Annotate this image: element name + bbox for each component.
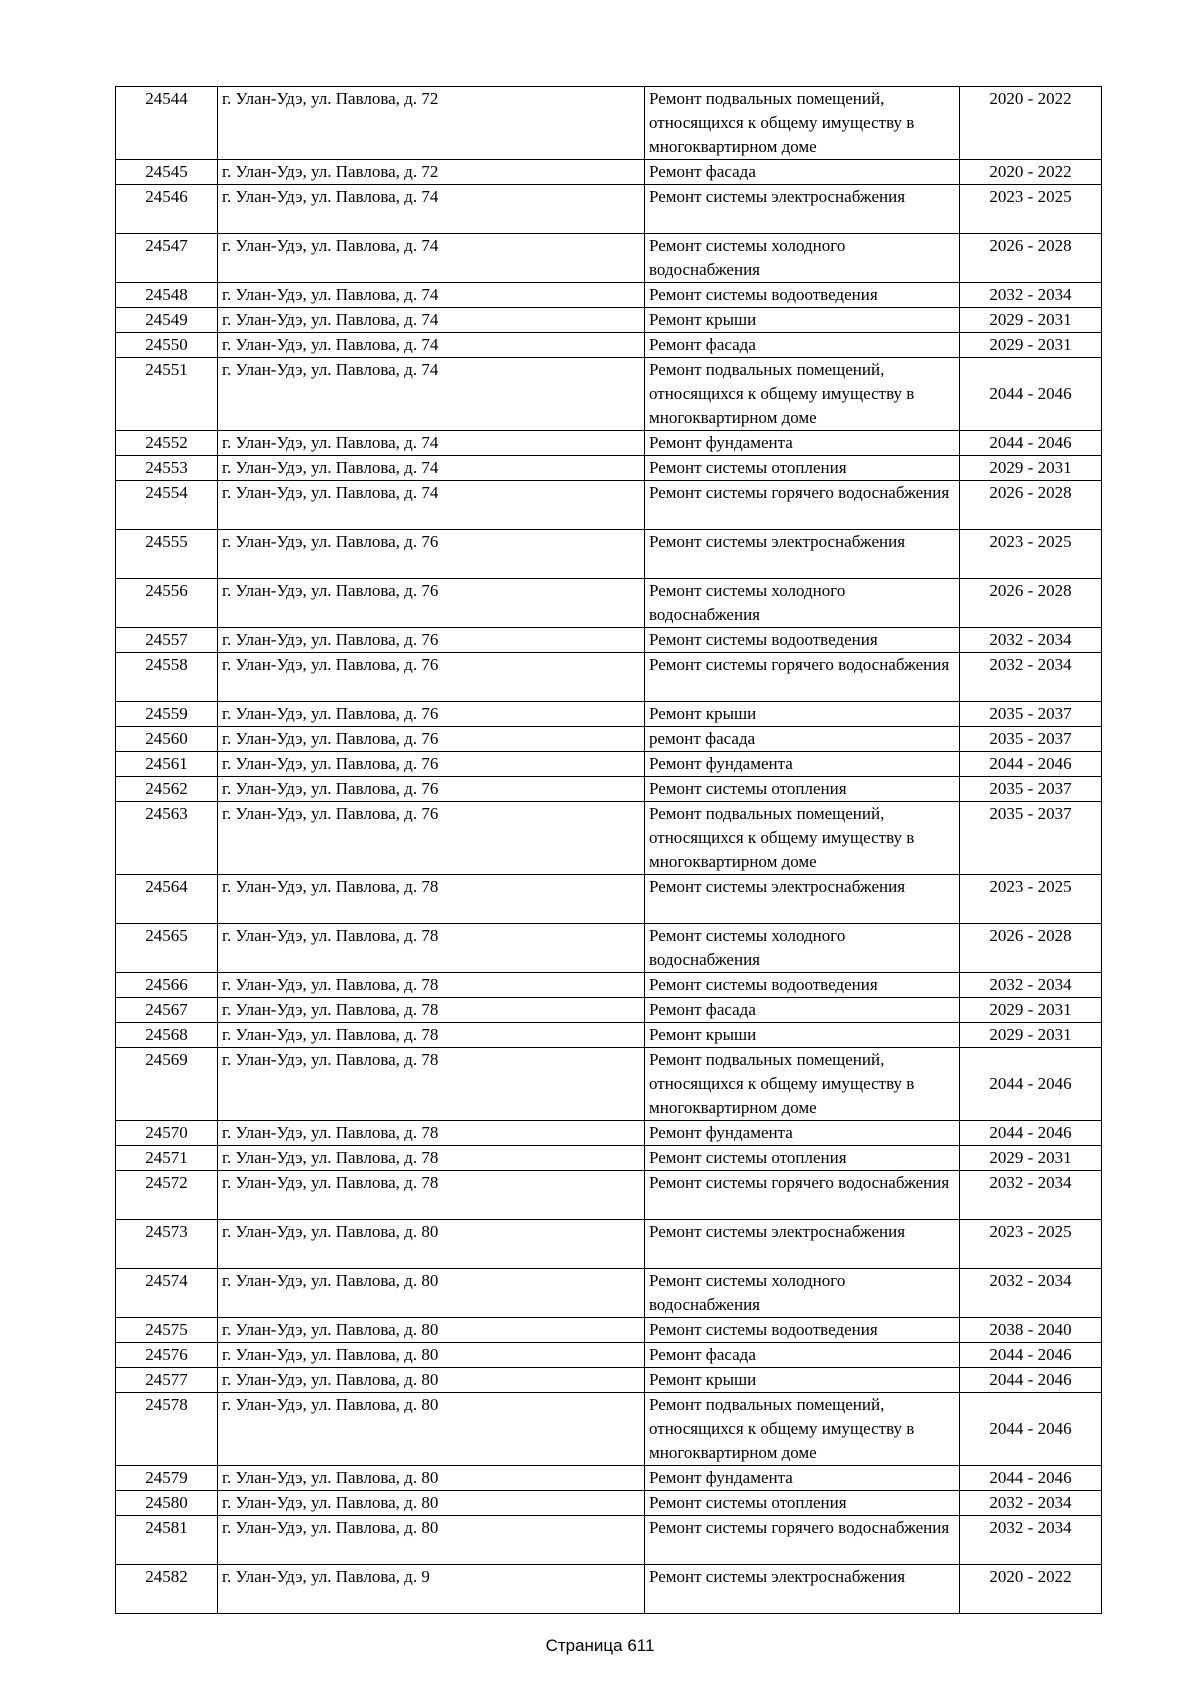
period-cell: 2032 - 2034 — [960, 283, 1102, 308]
address-cell: г. Улан-Удэ, ул. Павлова, д. 74 — [218, 456, 645, 481]
object-id-cell: 24569 — [116, 1048, 218, 1121]
period-cell: 2020 - 2022 — [960, 87, 1102, 160]
work-type-cell: Ремонт подвальных помещений, относящихся к общему имуществу в многоквартирном доме — [645, 802, 960, 875]
object-id-cell: 24553 — [116, 456, 218, 481]
table-row — [116, 973, 1102, 998]
table-row — [116, 628, 1102, 653]
address-cell: г. Улан-Удэ, ул. Павлова, д. 76 — [218, 727, 645, 752]
work-type-cell: Ремонт фундамента — [645, 431, 960, 456]
object-id-cell: 24582 — [116, 1565, 218, 1614]
address-cell: г. Улан-Удэ, ул. Павлова, д. 74 — [218, 358, 645, 431]
period-cell: 2020 - 2022 — [960, 1565, 1102, 1614]
address-cell: г. Улан-Удэ, ул. Павлова, д. 76 — [218, 802, 645, 875]
work-type-cell: Ремонт крыши — [645, 1368, 960, 1393]
object-id-cell: 24557 — [116, 628, 218, 653]
table-row — [116, 1318, 1102, 1343]
work-type-cell: Ремонт системы электроснабжения — [645, 1220, 960, 1269]
object-id-cell: 24580 — [116, 1491, 218, 1516]
object-id-cell: 24577 — [116, 1368, 218, 1393]
address-cell: г. Улан-Удэ, ул. Павлова, д. 78 — [218, 924, 645, 973]
object-id-cell: 24564 — [116, 875, 218, 924]
period-cell: 2029 - 2031 — [960, 1146, 1102, 1171]
table-row — [116, 924, 1102, 973]
object-id-cell: 24546 — [116, 185, 218, 234]
work-type-cell: Ремонт системы холодного водоснабжения — [645, 579, 960, 628]
period-cell: 2032 - 2034 — [960, 973, 1102, 998]
object-id-cell: 24544 — [116, 87, 218, 160]
table-row — [116, 777, 1102, 802]
address-cell: г. Улан-Удэ, ул. Павлова, д. 80 — [218, 1466, 645, 1491]
object-id-cell: 24563 — [116, 802, 218, 875]
work-type-cell: Ремонт фасада — [645, 160, 960, 185]
object-id-cell: 24565 — [116, 924, 218, 973]
work-type-cell: Ремонт системы горячего водоснабжения — [645, 653, 960, 702]
table-row — [116, 160, 1102, 185]
object-id-cell: 24574 — [116, 1269, 218, 1318]
table-row — [116, 185, 1102, 234]
address-cell: г. Улан-Удэ, ул. Павлова, д. 80 — [218, 1393, 645, 1466]
table-row — [116, 431, 1102, 456]
period-cell: 2032 - 2034 — [960, 653, 1102, 702]
table-row — [116, 1565, 1102, 1614]
object-id-cell: 24572 — [116, 1171, 218, 1220]
work-type-cell: Ремонт системы горячего водоснабжения — [645, 481, 960, 530]
table-row — [116, 1393, 1102, 1466]
work-type-cell: Ремонт подвальных помещений, относящихся к общему имуществу в многоквартирном доме — [645, 358, 960, 431]
object-id-cell: 24562 — [116, 777, 218, 802]
object-id-cell: 24570 — [116, 1121, 218, 1146]
table-row — [116, 481, 1102, 530]
work-type-cell: Ремонт системы водоотведения — [645, 973, 960, 998]
address-cell: г. Улан-Удэ, ул. Павлова, д. 76 — [218, 777, 645, 802]
period-cell: 2032 - 2034 — [960, 1491, 1102, 1516]
object-id-cell: 24560 — [116, 727, 218, 752]
address-cell: г. Улан-Удэ, ул. Павлова, д. 72 — [218, 87, 645, 160]
table-row — [116, 1023, 1102, 1048]
table-row — [116, 87, 1102, 160]
address-cell: г. Улан-Удэ, ул. Павлова, д. 76 — [218, 653, 645, 702]
work-type-cell: Ремонт системы отопления — [645, 777, 960, 802]
address-cell: г. Улан-Удэ, ул. Павлова, д. 72 — [218, 160, 645, 185]
period-cell: 2023 - 2025 — [960, 185, 1102, 234]
table-row — [116, 308, 1102, 333]
work-type-cell: Ремонт крыши — [645, 308, 960, 333]
object-id-cell: 24567 — [116, 998, 218, 1023]
work-type-cell: Ремонт системы водоотведения — [645, 1318, 960, 1343]
table-row — [116, 579, 1102, 628]
repair-schedule-table — [115, 86, 1102, 1614]
object-id-cell: 24548 — [116, 283, 218, 308]
object-id-cell: 24556 — [116, 579, 218, 628]
period-cell: 2044 - 2046 — [960, 431, 1102, 456]
table-row — [116, 1048, 1102, 1121]
work-type-cell: Ремонт фундамента — [645, 1121, 960, 1146]
work-type-cell: Ремонт фундамента — [645, 752, 960, 777]
table-row — [116, 1146, 1102, 1171]
period-cell: 2026 - 2028 — [960, 579, 1102, 628]
work-type-cell: Ремонт фасада — [645, 1343, 960, 1368]
object-id-cell: 24561 — [116, 752, 218, 777]
address-cell: г. Улан-Удэ, ул. Павлова, д. 74 — [218, 431, 645, 456]
work-type-cell: Ремонт системы отопления — [645, 456, 960, 481]
address-cell: г. Улан-Удэ, ул. Павлова, д. 80 — [218, 1318, 645, 1343]
object-id-cell: 24578 — [116, 1393, 218, 1466]
object-id-cell: 24550 — [116, 333, 218, 358]
address-cell: г. Улан-Удэ, ул. Павлова, д. 78 — [218, 1023, 645, 1048]
period-cell: 2035 - 2037 — [960, 702, 1102, 727]
table-row — [116, 802, 1102, 875]
work-type-cell: Ремонт подвальных помещений, относящихся к общему имуществу в многоквартирном доме — [645, 1393, 960, 1466]
table-row — [116, 358, 1102, 431]
object-id-cell: 24579 — [116, 1466, 218, 1491]
object-id-cell: 24547 — [116, 234, 218, 283]
work-type-cell: Ремонт системы водоотведения — [645, 628, 960, 653]
work-type-cell: Ремонт системы электроснабжения — [645, 875, 960, 924]
period-cell: 2029 - 2031 — [960, 1023, 1102, 1048]
work-type-cell: ремонт фасада — [645, 727, 960, 752]
work-type-cell: Ремонт фасада — [645, 998, 960, 1023]
address-cell: г. Улан-Удэ, ул. Павлова, д. 76 — [218, 702, 645, 727]
object-id-cell: 24573 — [116, 1220, 218, 1269]
table-row — [116, 998, 1102, 1023]
address-cell: г. Улан-Удэ, ул. Павлова, д. 80 — [218, 1269, 645, 1318]
period-cell: 2032 - 2034 — [960, 1516, 1102, 1565]
work-type-cell: Ремонт системы водоотведения — [645, 283, 960, 308]
address-cell: г. Улан-Удэ, ул. Павлова, д. 80 — [218, 1368, 645, 1393]
work-type-cell: Ремонт системы электроснабжения — [645, 1565, 960, 1614]
period-cell: 2026 - 2028 — [960, 924, 1102, 973]
address-cell: г. Улан-Удэ, ул. Павлова, д. 80 — [218, 1516, 645, 1565]
table-row — [116, 1368, 1102, 1393]
table-row — [116, 1516, 1102, 1565]
period-cell: 2029 - 2031 — [960, 998, 1102, 1023]
work-type-cell: Ремонт фундамента — [645, 1466, 960, 1491]
work-type-cell: Ремонт системы горячего водоснабжения — [645, 1171, 960, 1220]
table-row — [116, 702, 1102, 727]
table-row — [116, 283, 1102, 308]
address-cell: г. Улан-Удэ, ул. Павлова, д. 78 — [218, 1048, 645, 1121]
period-cell: 2044 - 2046 — [960, 1343, 1102, 1368]
object-id-cell: 24559 — [116, 702, 218, 727]
table-row — [116, 1121, 1102, 1146]
address-cell: г. Улан-Удэ, ул. Павлова, д. 76 — [218, 752, 645, 777]
period-cell: 2035 - 2037 — [960, 777, 1102, 802]
object-id-cell: 24571 — [116, 1146, 218, 1171]
table-row — [116, 1343, 1102, 1368]
address-cell: г. Улан-Удэ, ул. Павлова, д. 74 — [218, 481, 645, 530]
address-cell: г. Улан-Удэ, ул. Павлова, д. 74 — [218, 283, 645, 308]
work-type-cell: Ремонт системы холодного водоснабжения — [645, 234, 960, 283]
work-type-cell: Ремонт системы электроснабжения — [645, 530, 960, 579]
object-id-cell: 24554 — [116, 481, 218, 530]
work-type-cell: Ремонт системы горячего водоснабжения — [645, 1516, 960, 1565]
table-row — [116, 530, 1102, 579]
address-cell: г. Улан-Удэ, ул. Павлова, д. 78 — [218, 1171, 645, 1220]
table-row — [116, 1269, 1102, 1318]
address-cell: г. Улан-Удэ, ул. Павлова, д. 74 — [218, 333, 645, 358]
table-row — [116, 752, 1102, 777]
period-cell: 2026 - 2028 — [960, 234, 1102, 283]
address-cell: г. Улан-Удэ, ул. Павлова, д. 76 — [218, 628, 645, 653]
period-cell: 2032 - 2034 — [960, 1269, 1102, 1318]
period-cell: 2023 - 2025 — [960, 875, 1102, 924]
period-cell: 2020 - 2022 — [960, 160, 1102, 185]
period-cell: 2044 - 2046 — [960, 1393, 1102, 1466]
object-id-cell: 24576 — [116, 1343, 218, 1368]
period-cell: 2044 - 2046 — [960, 752, 1102, 777]
address-cell: г. Улан-Удэ, ул. Павлова, д. 9 — [218, 1565, 645, 1614]
address-cell: г. Улан-Удэ, ул. Павлова, д. 78 — [218, 973, 645, 998]
work-type-cell: Ремонт системы холодного водоснабжения — [645, 924, 960, 973]
object-id-cell: 24568 — [116, 1023, 218, 1048]
work-type-cell: Ремонт крыши — [645, 702, 960, 727]
object-id-cell: 24581 — [116, 1516, 218, 1565]
object-id-cell: 24566 — [116, 973, 218, 998]
work-type-cell: Ремонт крыши — [645, 1023, 960, 1048]
object-id-cell: 24555 — [116, 530, 218, 579]
period-cell: 2035 - 2037 — [960, 727, 1102, 752]
table-row — [116, 333, 1102, 358]
period-cell: 2044 - 2046 — [960, 1368, 1102, 1393]
address-cell: г. Улан-Удэ, ул. Павлова, д. 74 — [218, 308, 645, 333]
table-row — [116, 1220, 1102, 1269]
address-cell: г. Улан-Удэ, ул. Павлова, д. 74 — [218, 185, 645, 234]
object-id-cell: 24545 — [116, 160, 218, 185]
period-cell: 2029 - 2031 — [960, 456, 1102, 481]
object-id-cell: 24575 — [116, 1318, 218, 1343]
period-cell: 2044 - 2046 — [960, 358, 1102, 431]
object-id-cell: 24549 — [116, 308, 218, 333]
period-cell: 2023 - 2025 — [960, 1220, 1102, 1269]
address-cell: г. Улан-Удэ, ул. Павлова, д. 78 — [218, 1121, 645, 1146]
address-cell: г. Улан-Удэ, ул. Павлова, д. 76 — [218, 530, 645, 579]
work-type-cell: Ремонт подвальных помещений, относящихся к общему имуществу в многоквартирном доме — [645, 1048, 960, 1121]
period-cell: 2035 - 2037 — [960, 802, 1102, 875]
address-cell: г. Улан-Удэ, ул. Павлова, д. 80 — [218, 1220, 645, 1269]
table-row — [116, 1491, 1102, 1516]
object-id-cell: 24551 — [116, 358, 218, 431]
period-cell: 2032 - 2034 — [960, 1171, 1102, 1220]
object-id-cell: 24552 — [116, 431, 218, 456]
work-type-cell: Ремонт системы холодного водоснабжения — [645, 1269, 960, 1318]
period-cell: 2038 - 2040 — [960, 1318, 1102, 1343]
object-id-cell: 24558 — [116, 653, 218, 702]
table-row — [116, 1171, 1102, 1220]
table-body — [116, 87, 1102, 1614]
table-row — [116, 234, 1102, 283]
work-type-cell: Ремонт системы электроснабжения — [645, 185, 960, 234]
work-type-cell: Ремонт подвальных помещений, относящихся к общему имуществу в многоквартирном доме — [645, 87, 960, 160]
table-row — [116, 653, 1102, 702]
address-cell: г. Улан-Удэ, ул. Павлова, д. 76 — [218, 579, 645, 628]
address-cell: г. Улан-Удэ, ул. Павлова, д. 78 — [218, 998, 645, 1023]
period-cell: 2044 - 2046 — [960, 1121, 1102, 1146]
table-row — [116, 1466, 1102, 1491]
address-cell: г. Улан-Удэ, ул. Павлова, д. 78 — [218, 875, 645, 924]
table-row — [116, 875, 1102, 924]
table-row — [116, 456, 1102, 481]
period-cell: 2023 - 2025 — [960, 530, 1102, 579]
table-row — [116, 727, 1102, 752]
address-cell: г. Улан-Удэ, ул. Павлова, д. 78 — [218, 1146, 645, 1171]
address-cell: г. Улан-Удэ, ул. Павлова, д. 80 — [218, 1343, 645, 1368]
period-cell: 2029 - 2031 — [960, 333, 1102, 358]
work-type-cell: Ремонт системы отопления — [645, 1491, 960, 1516]
address-cell: г. Улан-Удэ, ул. Павлова, д. 80 — [218, 1491, 645, 1516]
period-cell: 2044 - 2046 — [960, 1466, 1102, 1491]
work-type-cell: Ремонт фасада — [645, 333, 960, 358]
address-cell: г. Улан-Удэ, ул. Павлова, д. 74 — [218, 234, 645, 283]
work-type-cell: Ремонт системы отопления — [645, 1146, 960, 1171]
page-number: Страница 611 — [545, 1636, 655, 1655]
period-cell: 2026 - 2028 — [960, 481, 1102, 530]
period-cell: 2032 - 2034 — [960, 628, 1102, 653]
period-cell: 2029 - 2031 — [960, 308, 1102, 333]
period-cell: 2044 - 2046 — [960, 1048, 1102, 1121]
